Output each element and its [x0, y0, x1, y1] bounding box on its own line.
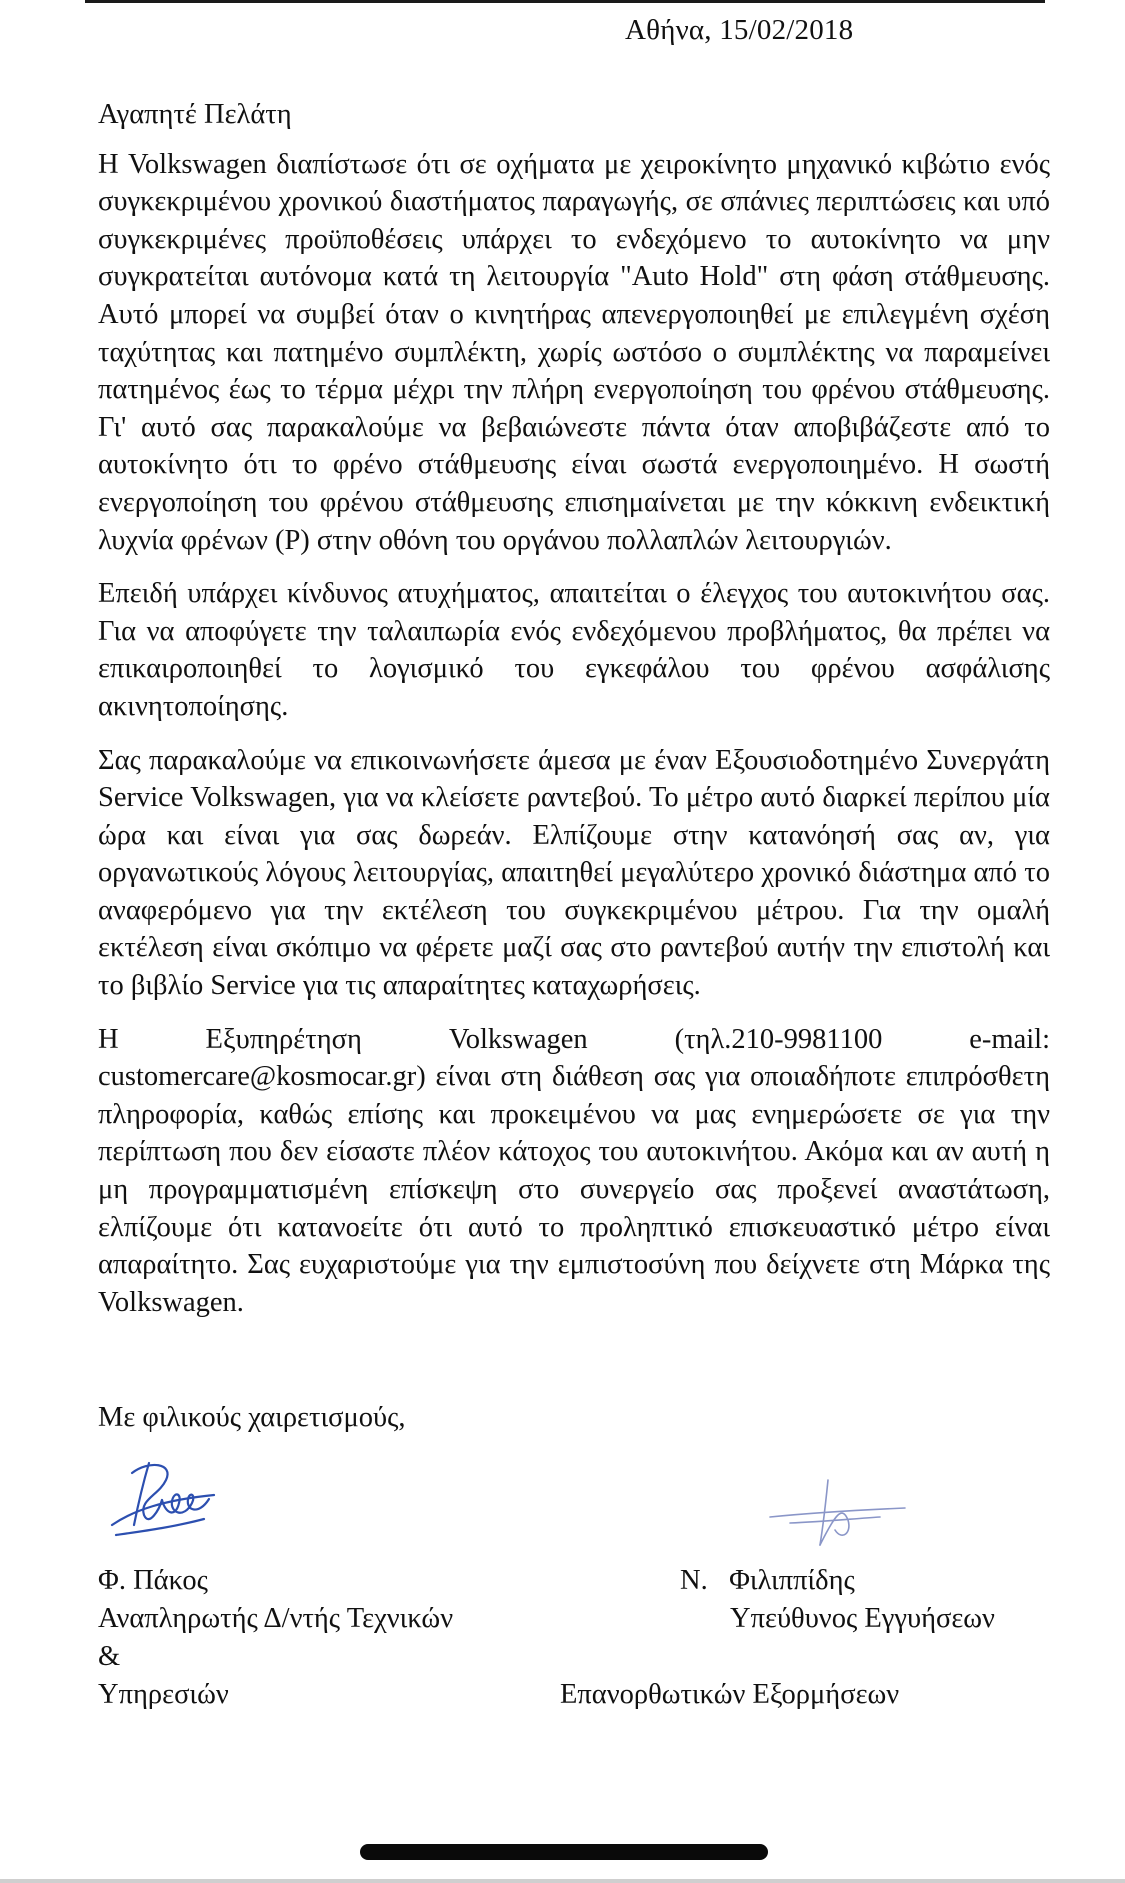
bottom-edge [0, 1879, 1125, 1883]
signature-right [760, 1475, 910, 1550]
signatory-name: Φ. Πάκος [98, 1565, 208, 1596]
salutation: Αγαπητέ Πελάτη [98, 99, 292, 130]
signatory-title-line-1: Υπεύθυνος Εγγυήσεων [730, 1603, 995, 1634]
signatory-title-line-2: & [98, 1641, 121, 1672]
paragraph-4: Η Εξυπηρέτηση Volkswagen (τηλ.210-9981100 e-mail: customercare@kosmocar.gr) είναι στη διάθεση σας για οποιαδήποτε επιπρόσθετη πληροφορία, καθώς επίσης και προκειμένου να μας ενημερώσετε σε για την περίπτωση που δεν είσαστε πλέον κάτοχος του αυτοκινήτου. Ακόμα και αν αυτή η μη προγραμματισμένη επίσκεψη στο συνεργείο σας προξενεί αναστάτωση, ελπίζουμε ότι κατανοείτε ότι αυτό το προληπτικό επισκευαστικό μέτρο είναι απαραίτητο. Σας ευχαριστούμε για την εμπιστοσύνη που δείχνετε στη Μάρκα της Volkswagen. [98, 1023, 1050, 1318]
signatory-left [98, 1562, 568, 1714]
paragraph-1: Η Volkswagen διαπίστωσε ότι σε οχήματα με χειροκίνητο μηχανικό κιβώτιο ενός συγκεκριμένου χρονικού διαστήματος παραγωγής, σε σπάνιες περιπτώσεις και υπό συγκεκριμένες προϋποθέσεις υπάρχει το ενδεχόμενο το αυτοκίνητο να μην συγκρατείται αυτόνομα κατά τη λειτουργία "Auto Hold" στη φάση στάθμευσης. Αυτό μπορεί να συμβεί όταν ο κινητήρας απενεργοποιηθεί με επιλεγμένη σχέση ταχύτητας και πατημένο συμπλέκτη, χωρίς ωστόσο ο συμπλέκτης να παραμείνει πατημένος έως το τέρμα μέχρι την πλήρη ενεργοποίηση του φρένου στάθμευσης. Γι' αυτό σας παρακαλούμε να βεβαιώνεστε πάντα όταν αποβιβάζεστε από το αυτοκίνητο ότι το φρένο στάθμευσης είναι σωστά ενεργοποιημένο. Η σωστή ενεργοποίηση του φρένου στάθμευσης επισημαίνεται με την κόκκινη ενδεικτική λυχνία φρένων (P) στην οθόνη του οργάνου πολλαπλών λειτουργιών. [98, 148, 1050, 556]
signatory-title-line-1: Αναπληρωτής Δ/ντής Τεχνικών [98, 1603, 454, 1634]
paragraph-2: Επειδή υπάρχει κίνδυνος ατυχήματος, απαιτείται ο έλεγχος του αυτοκινήτου σας. Για να αποφύγετε την ταλαιπωρία ενός ενδεχόμενου προβλήματος, θα πρέπει να επικαιροποιηθεί το λογισμικό του εγκεφάλου του φρένου ασφάλισης ακινητοποίησης. [98, 578, 1050, 722]
top-border-line [85, 0, 1045, 3]
signatory-name: Ν. Φιλιππίδης [680, 1565, 855, 1596]
signatory-title-line-3: Υπηρεσιών [98, 1679, 229, 1710]
signatory-title-line-3: Επανορθωτικών Εξορμήσεων [560, 1679, 900, 1710]
signatory-title-line-2 [560, 1638, 1060, 1676]
letter-body [98, 96, 1050, 1337]
paragraph-3: Σας παρακαλούμε να επικοινωνήσετε άμεσα με έναν Εξουσιοδοτημένο Συνεργάτη Service Volkswagen, για να κλείσετε ραντεβού. Το μέτρο αυτό διαρκεί περίπου μία ώρα και είναι για σας δωρεάν. Ελπίζουμε στην κατανόησή σας αν, για οργανωτικούς λόγους λειτουργίας, απαιτηθεί μεγαλύτερο χρονικό διάστημα από το αναφερόμενο για την εκτέλεση του συγκεκριμένου μέτρου. Για την ομαλή εκτέλεση είναι σκόπιμο να φέρετε μαζί σας στο ραντεβού αυτήν την επιστολή και το βιβλίο Service για τις απαραίτητες καταχωρήσεις. [98, 744, 1050, 1002]
letter-date: Αθήνα, 15/02/2018 [625, 14, 854, 46]
closing-remark: Με φιλικούς χαιρετισμούς, [98, 1402, 406, 1433]
signature-left [104, 1455, 224, 1540]
home-indicator[interactable] [360, 1844, 768, 1860]
signatory-right [560, 1562, 1060, 1714]
